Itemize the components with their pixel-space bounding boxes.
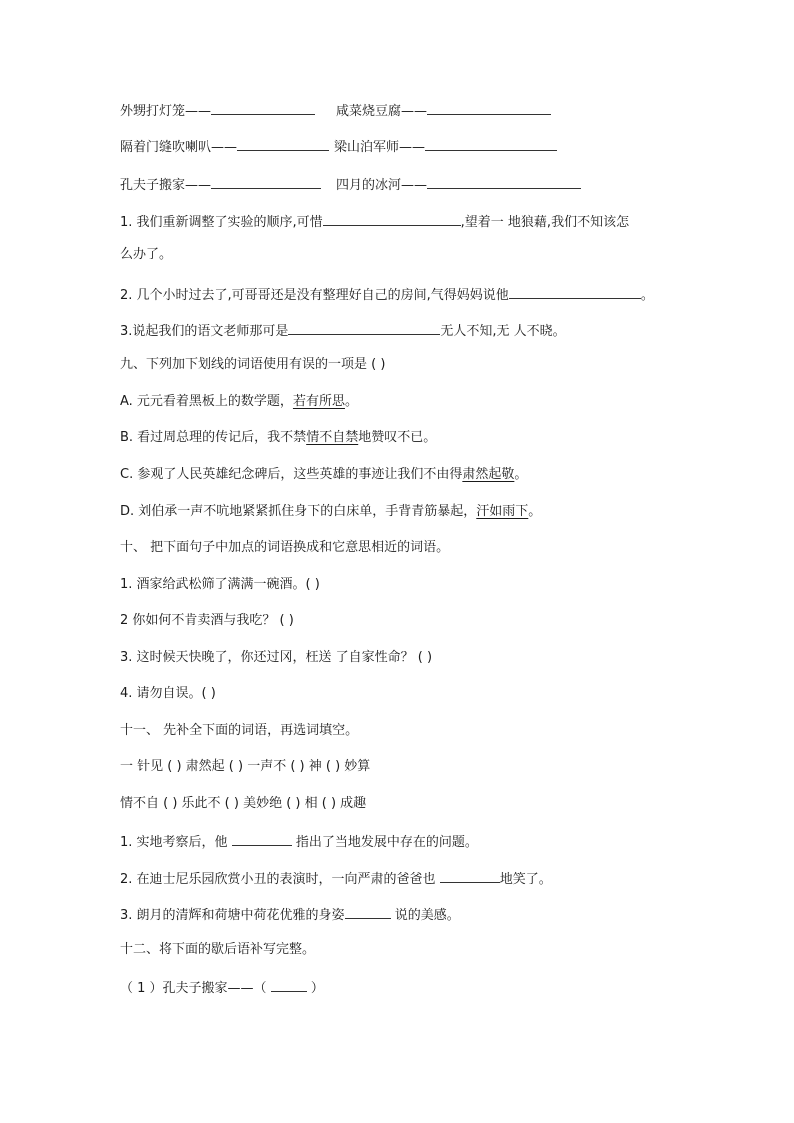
q12-item-1	[120, 977, 324, 998]
answer-blank[interactable]	[345, 904, 391, 919]
fill-s1-text-a: 1. 我们重新调整了实验的顺序,可惜	[120, 215, 323, 230]
q12-title: 十二、将下面的歇后语补写完整。	[120, 942, 316, 957]
fill-sentence-3	[120, 320, 566, 341]
answer-blank[interactable]	[440, 868, 500, 883]
q11-s3-text-a: 3. 朗月的清辉和荷塘中荷花优雅的身姿	[120, 908, 345, 923]
q9-a-underlined: 若有所思	[292, 394, 345, 409]
q9-b-post: 地赞叹不已。	[358, 430, 437, 445]
q11-s1-text-a: 1. 实地考察后，他	[120, 835, 228, 850]
xiehouyu-row-3	[120, 174, 321, 195]
q9-option-d[interactable]	[120, 503, 541, 521]
q10-item-2: 2 你如何不肯卖酒与我吃？ ( )	[120, 613, 294, 628]
q9-c-pre: C. 参观了人民英雄纪念碑后，这些英雄的事迹让我们不由得	[120, 467, 463, 482]
q10-item-4: 4. 请勿自误。( )	[120, 686, 216, 701]
fill-s2-text-b: 。	[640, 288, 654, 303]
q9-b-pre: B. 看过周总理的传记后，我不禁	[120, 430, 307, 445]
answer-blank[interactable]	[288, 320, 440, 335]
answer-blank[interactable]	[323, 211, 461, 226]
answer-blank[interactable]	[211, 100, 315, 115]
q9-option-b[interactable]	[120, 429, 436, 447]
q11-words-row-2: 情不自 ( ) 乐此不 ( ) 美妙绝 ( ) 相 ( ) 成趣	[120, 796, 367, 811]
q11-s2-text-b: 地笑了。	[499, 872, 552, 887]
fill-s3-text-b: 无人不知,无 人不晓。	[440, 324, 566, 339]
q11-words-row-1: 一 针见 ( ) 肃然起 ( ) 一声不 ( ) 神 ( ) 妙算	[120, 759, 371, 774]
q11-s1-text-b: 指出了当地发展中存在的问题。	[295, 835, 478, 850]
fill-sentence-1	[120, 211, 629, 232]
q9-title: 九、下列加下划线的词语使用有误的一项是 ( )	[120, 357, 386, 372]
q10-title: 十、 把下面句子中加点的词语换成和它意思相近的词语。	[120, 540, 450, 555]
q9-d-underlined: 汗如雨下	[476, 504, 529, 519]
fill-s3-text-a: 3.说起我们的语文老师那可是	[120, 324, 289, 339]
fill-s1-text-b: ,望着一 地狼藉,我们不知该怎	[460, 215, 630, 230]
xiehouyu-row-1	[120, 100, 315, 121]
q10-item-1: 1. 酒家给武松筛了满满一碗酒。( )	[120, 577, 320, 592]
answer-blank[interactable]	[271, 977, 307, 992]
q9-a-post: 。	[344, 394, 358, 409]
q9-d-post: 。	[528, 504, 542, 519]
q9-b-underlined: 情不自禁	[306, 430, 359, 445]
xiehouyu-2a: 隔着门缝吹喇叭——	[120, 140, 238, 155]
answer-blank[interactable]	[211, 174, 321, 189]
q9-option-a[interactable]	[120, 393, 358, 411]
fill-sentence-2	[120, 284, 654, 305]
xiehouyu-1a: 外甥打灯笼——	[120, 104, 212, 119]
xiehouyu-3b: 四月的冰河——	[336, 178, 428, 193]
q12-item1-text-a: （ 1 ）孔夫子搬家——（	[120, 981, 267, 996]
xiehouyu-row-2	[120, 136, 329, 157]
xiehouyu-row-3-right	[336, 174, 581, 195]
q12-item1-text-b: ）	[310, 981, 324, 996]
q11-s2-text-a: 2. 在迪士尼乐园欣赏小丑的表演时，一向严肃的爸爸也	[120, 872, 436, 887]
q9-c-post: 。	[514, 467, 528, 482]
q9-a-pre: A. 元元看着黑板上的数学题，	[120, 394, 293, 409]
answer-blank[interactable]	[425, 136, 557, 151]
q9-d-pre: D. 刘伯承一声不吭地紧紧抓住身下的白床单，手背青筋暴起，	[120, 504, 477, 519]
q9-option-c[interactable]	[120, 466, 527, 484]
answer-blank[interactable]	[232, 831, 292, 846]
xiehouyu-row-1-right	[336, 100, 551, 121]
fill-sentence-1-cont	[120, 246, 172, 264]
q11-sentence-1	[120, 831, 478, 852]
xiehouyu-1b: 咸菜烧豆腐——	[336, 104, 428, 119]
q11-sentence-3	[120, 904, 460, 925]
q9-c-underlined: 肃然起敬	[462, 467, 515, 482]
answer-blank[interactable]	[237, 136, 329, 151]
q11-sentence-2	[120, 868, 552, 889]
answer-blank[interactable]	[427, 100, 551, 115]
q11-s3-text-b: 说的美感。	[394, 908, 460, 923]
q10-item-3: 3. 这时候天快晚了，你还过冈，枉送 了自家性命？ ( )	[120, 650, 433, 665]
xiehouyu-row-2-right	[334, 136, 557, 157]
xiehouyu-2b: 梁山泊军师——	[334, 140, 426, 155]
answer-blank[interactable]	[509, 284, 641, 299]
fill-s1-text-c: 么办了。	[120, 247, 173, 262]
q11-title: 十一、 先补全下面的词语，再选词填空。	[120, 723, 359, 738]
fill-s2-text-a: 2. 几个小时过去了,可哥哥还是没有整理好自己的房间,气得妈妈说他	[120, 288, 509, 303]
xiehouyu-3a: 孔夫子搬家——	[120, 178, 212, 193]
answer-blank[interactable]	[427, 174, 581, 189]
